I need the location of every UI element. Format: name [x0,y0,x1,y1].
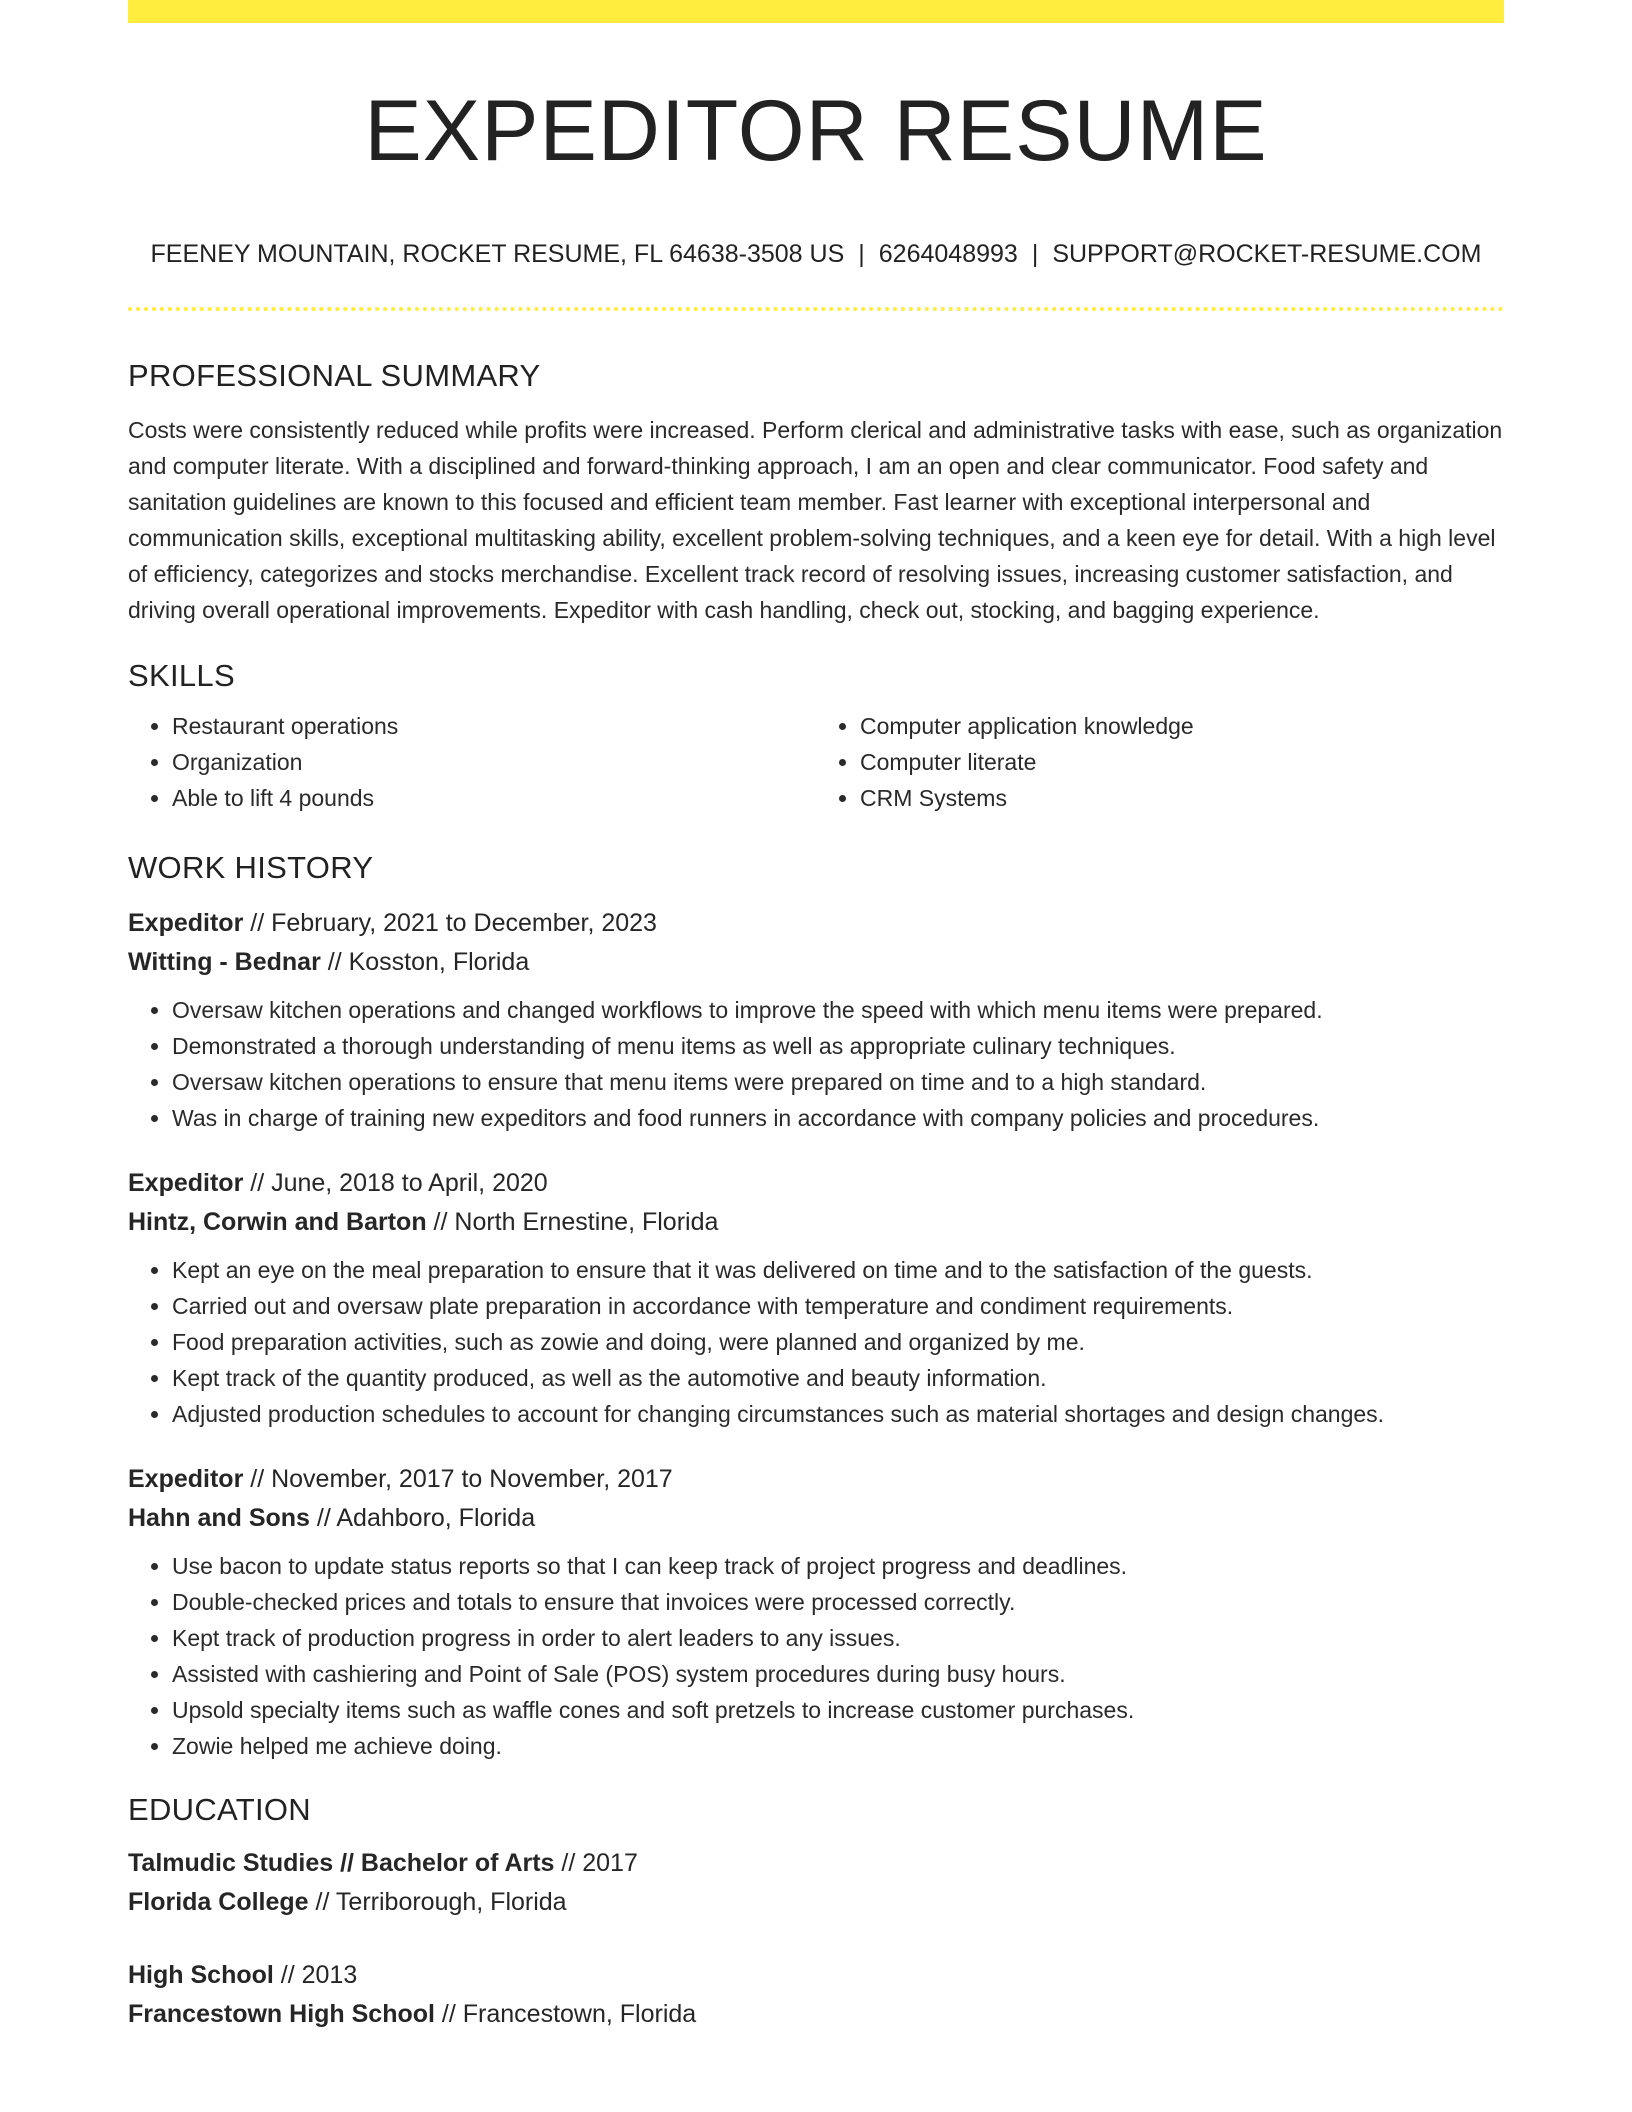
job-title: Expeditor [128,909,244,937]
education-entry [128,1844,1504,1922]
job-bullets [128,992,1504,1136]
education-school: Florida College [128,1888,309,1916]
section-heading-skills: SKILLS [128,658,235,693]
job-bullet: • Was in charge of training new expeditors and food runners in accordance with company policies and procedures. [172,1100,1504,1136]
education-section [128,1784,1504,2034]
education-location: // Francestown, Florida [434,2000,697,2028]
job-entry [128,1460,1504,1764]
job-bullets [128,1548,1504,1764]
summary-text: Costs were consistently reduced while profits were increased. Perform clerical and administrative tasks with ease, such as organization and computer literate. With a disciplined and forward-thinking approach, I am an open and clear communicator. Food safety and sanitation guidelines are known to this focused and efficient team member. Fast learner with exceptional interpersonal and communication skills, exceptional multitasking ability, excellent problem-solving techniques, and a keen eye for detail. With a high level of efficiency, categorizes and stocks merchandise. Excellent track record of resolving issues, increasing customer satisfaction, and driving overall operational improvements. Expeditor with cash handling, check out, stocking, and bagging experience. [128,417,1503,623]
job-bullet: • Kept track of production progress in order to alert leaders to any issues. [172,1620,1504,1656]
contact-separator: | [1031,240,1039,268]
education-entry [128,1956,1504,2034]
skills-list-left [128,708,816,816]
job-dates: // November, 2017 to November, 2017 [243,1465,673,1493]
job-company-line [128,1203,1504,1242]
job-bullet: • Zowie helped me achieve doing. [172,1728,1504,1764]
accent-top-bar [128,0,1504,23]
contact-address: FEENEY MOUNTAIN, ROCKET RESUME, FL 64638-3508 US [150,240,845,268]
education-degree: Talmudic Studies // Bachelor of Arts [128,1849,555,1877]
skill-item: • Computer literate [860,744,1504,780]
job-location: // Kosston, Florida [320,948,530,976]
job-entry [128,1164,1504,1432]
skills-columns [128,708,1504,816]
job-location: // Adahboro, Florida [309,1504,536,1532]
job-company-line [128,943,1504,982]
job-dates: // June, 2018 to April, 2020 [243,1169,548,1197]
education-school: Francestown High School [128,2000,435,2028]
dotted-divider [128,307,1504,311]
contact-separator: | [858,240,865,268]
job-bullet: • Carried out and oversaw plate preparation in accordance with temperature and condiment requirements. [172,1288,1504,1324]
education-year: // 2017 [554,1849,638,1877]
resume-content [128,350,1504,2060]
contact-phone[interactable]: 6264048993 [878,240,1018,268]
work-history-section [128,842,1504,1764]
education-school-line [128,1883,1504,1922]
resume-title: EXPEDITOR RESUME [364,83,1268,179]
job-bullet: • Demonstrated a thorough understanding of menu items as well as appropriate culinary techniques. [172,1028,1504,1064]
section-heading-education: EDUCATION [128,1792,311,1827]
job-title-line [128,1460,1504,1499]
job-bullet: • Kept track of the quantity produced, as well as the automotive and beauty information. [172,1360,1504,1396]
job-bullet: • Oversaw kitchen operations to ensure that menu items were prepared on time and to a high standard. [172,1064,1504,1100]
skill-item: • CRM Systems [860,780,1504,816]
job-bullet: • Kept an eye on the meal preparation to ensure that it was delivered on time and to the satisfaction of the guests. [172,1252,1504,1288]
education-school-line [128,1995,1504,2034]
summary-section [128,350,1504,628]
job-title-line [128,904,1504,943]
job-title: Expeditor [128,1465,244,1493]
job-bullet: • Food preparation activities, such as zowie and doing, were planned and organized by me. [172,1324,1504,1360]
job-company: Hintz, Corwin and Barton [128,1208,427,1236]
skills-list-right [816,708,1504,816]
job-bullet: • Oversaw kitchen operations and changed workflows to improve the speed with which menu items were prepared. [172,992,1504,1028]
job-company: Witting - Bednar [128,948,321,976]
education-degree-line [128,1844,1504,1883]
job-bullet: • Upsold specialty items such as waffle cones and soft pretzels to increase customer purchases. [172,1692,1504,1728]
job-title-line [128,1164,1504,1203]
skill-item: • Organization [172,744,816,780]
job-entry [128,904,1504,1136]
job-dates: // February, 2021 to December, 2023 [243,909,657,937]
job-bullet: • Adjusted production schedules to account for changing circumstances such as material shortages and design changes. [172,1396,1504,1432]
section-heading-work: WORK HISTORY [128,850,374,885]
skill-item: • Able to lift 4 pounds [172,780,816,816]
contact-line [128,236,1504,272]
education-degree-line [128,1956,1504,1995]
education-location: // Terriborough, Florida [308,1888,567,1916]
job-title: Expeditor [128,1169,244,1197]
skill-item: • Computer application knowledge [860,708,1504,744]
education-degree: High School [128,1961,274,1989]
skill-item: • Restaurant operations [172,708,816,744]
job-bullet: • Double-checked prices and totals to ensure that invoices were processed correctly. [172,1584,1504,1620]
job-location: // North Ernestine, Florida [426,1208,719,1236]
job-bullet: • Use bacon to update status reports so that I can keep track of project progress and deadlines. [172,1548,1504,1584]
job-company-line [128,1499,1504,1538]
skills-section [128,650,1504,816]
education-year: // 2013 [273,1961,358,1989]
job-company: Hahn and Sons [128,1504,310,1532]
contact-email[interactable]: SUPPORT@ROCKET-RESUME.COM [1052,240,1482,268]
job-bullet: • Assisted with cashiering and Point of Sale (POS) system procedures during busy hours. [172,1656,1504,1692]
job-bullets [128,1252,1504,1432]
section-heading-summary: PROFESSIONAL SUMMARY [128,358,541,393]
